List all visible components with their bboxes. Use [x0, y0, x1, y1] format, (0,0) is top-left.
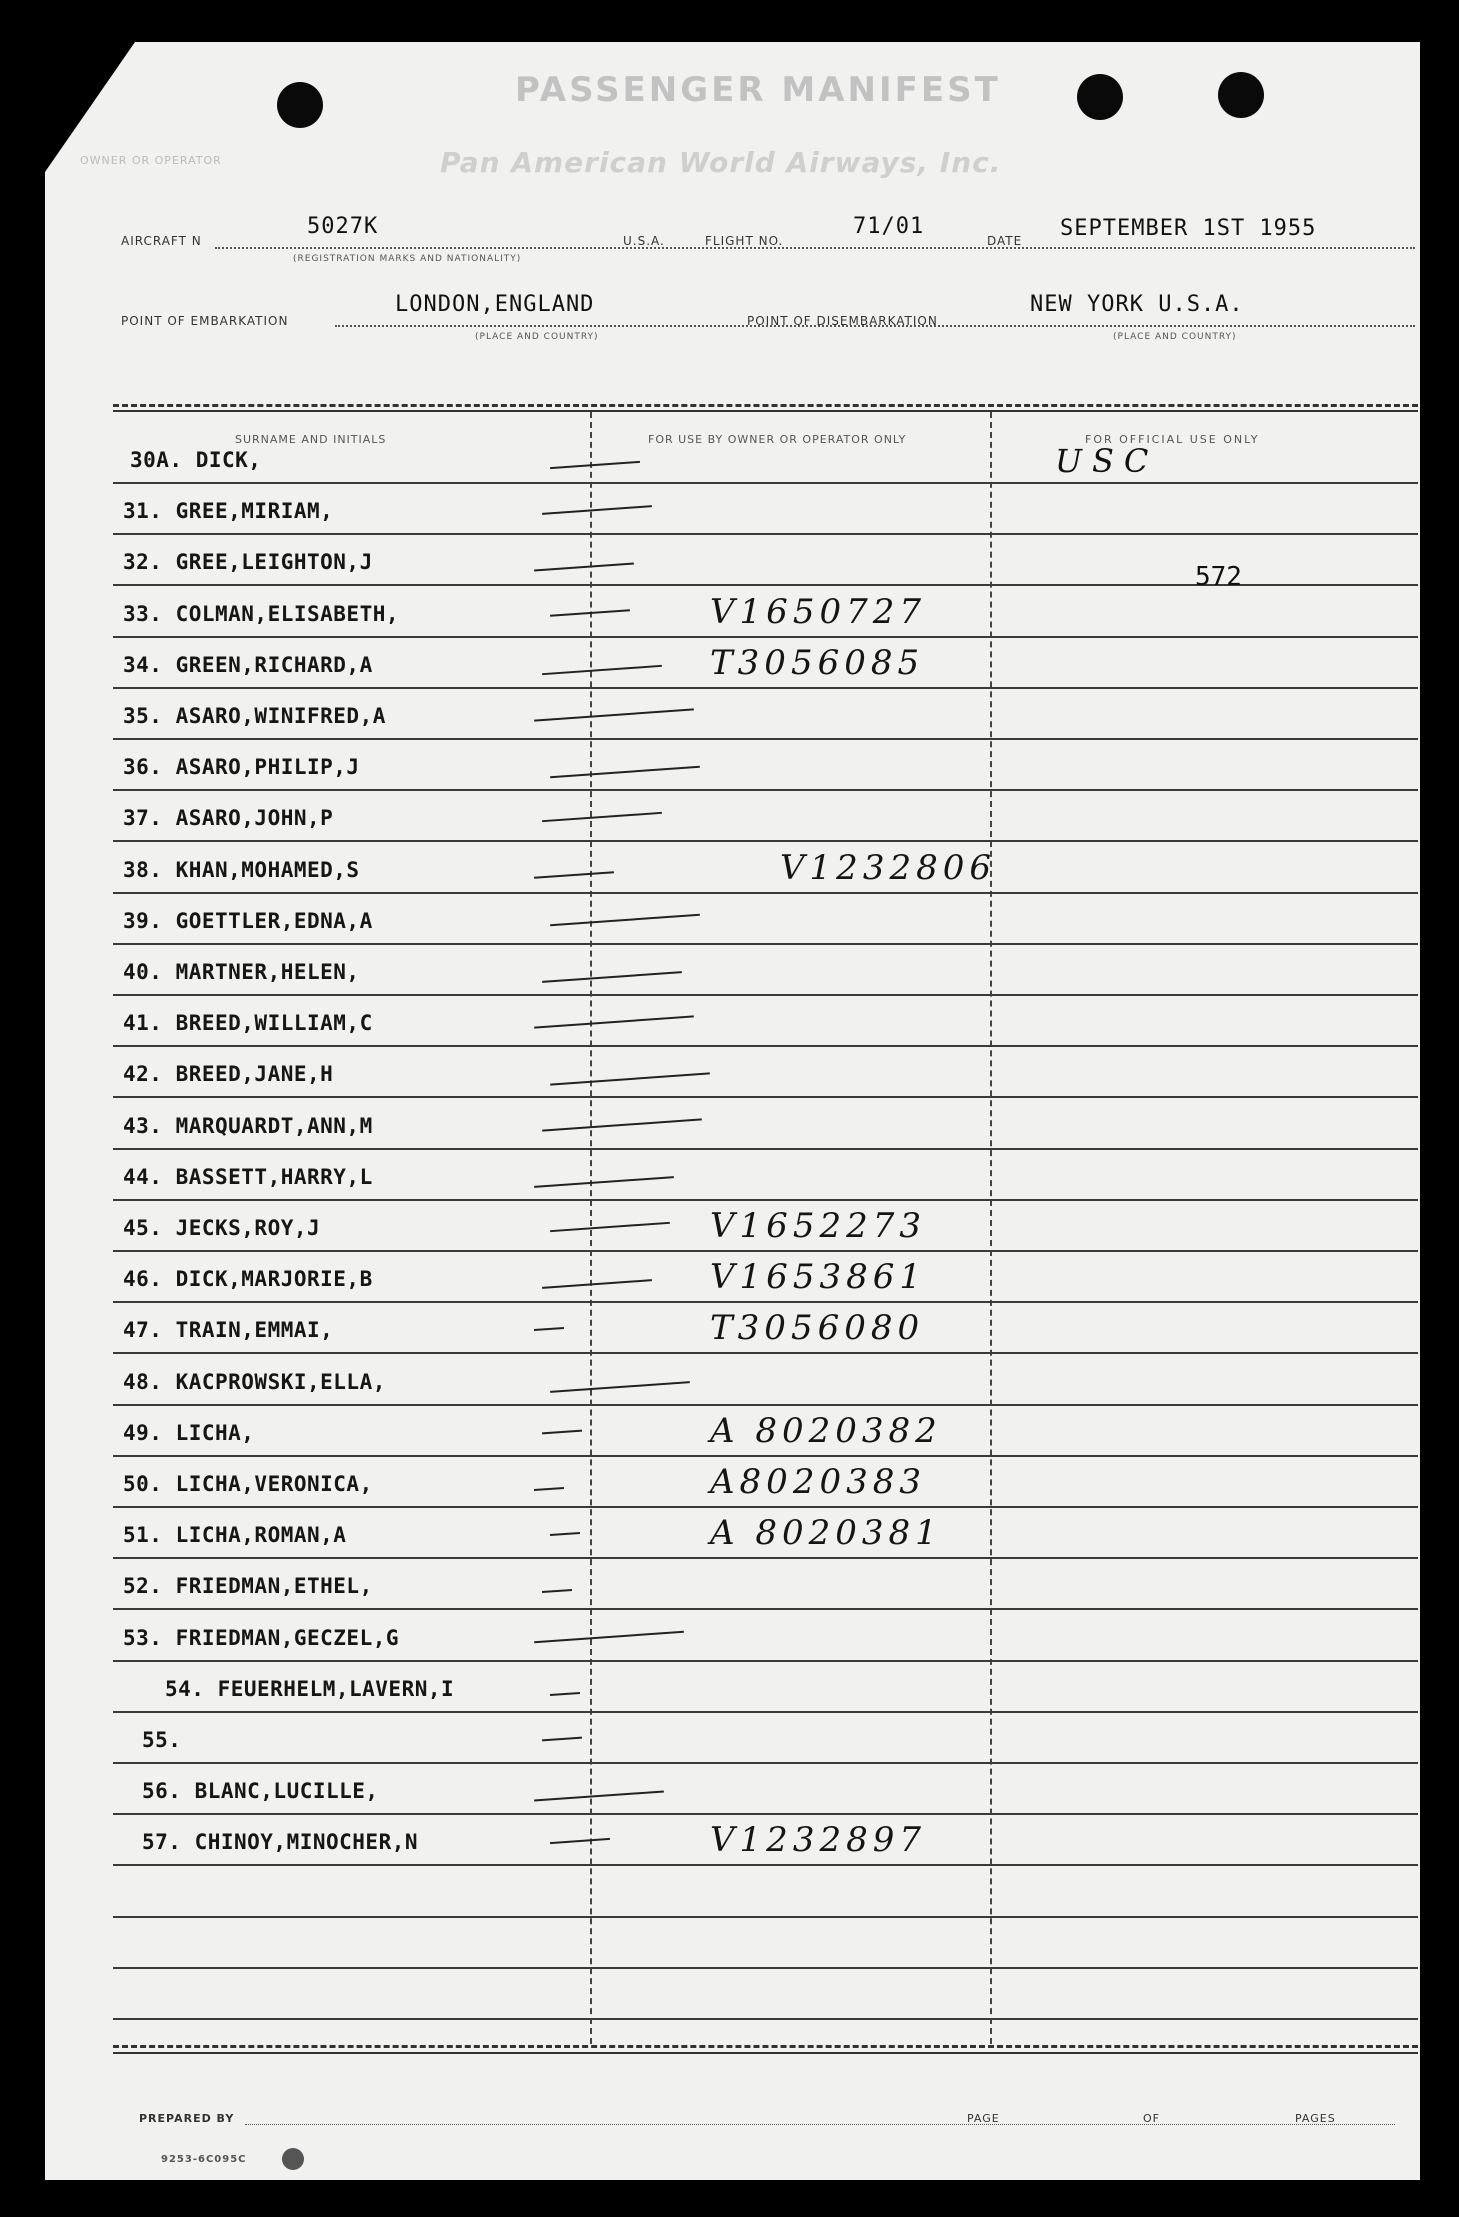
passenger-name: 42. BREED,JANE,H	[123, 1062, 334, 1086]
torn-corner	[45, 42, 135, 172]
row-rule	[113, 1455, 1418, 1457]
check-mark	[542, 1589, 572, 1593]
row-rule	[113, 2018, 1418, 2020]
passenger-name: 52. FRIEDMAN,ETHEL,	[123, 1574, 373, 1598]
check-mark	[542, 1279, 652, 1289]
passenger-name: 35. ASARO,WINIFRED,A	[123, 704, 386, 728]
of-label: OF	[1143, 2112, 1160, 2125]
check-mark	[550, 461, 640, 469]
row-rule	[113, 994, 1418, 996]
check-mark	[542, 812, 662, 822]
passenger-name: 45. JECKS,ROY,J	[123, 1216, 321, 1240]
check-mark	[550, 1222, 670, 1232]
punch-hole-middle	[1077, 74, 1123, 120]
passenger-name: 30A. DICK,	[130, 448, 262, 472]
document-number: A8020383	[710, 1462, 926, 1502]
check-mark	[542, 505, 652, 515]
check-mark	[550, 1838, 610, 1844]
passenger-name: 38. KHAN,MOHAMED,S	[123, 858, 360, 882]
date-value: SEPTEMBER 1ST 1955	[1060, 216, 1317, 241]
passenger-name: 56. BLANC,LUCILLE,	[142, 1779, 379, 1803]
row-rule	[113, 789, 1418, 791]
row-rule	[113, 738, 1418, 740]
disembark-value: NEW YORK U.S.A.	[1030, 292, 1244, 317]
passenger-name: 55.	[142, 1728, 182, 1752]
check-mark	[534, 1176, 674, 1188]
passenger-name: 37. ASARO,JOHN,P	[123, 806, 334, 830]
check-mark	[542, 1118, 702, 1131]
row-rule	[113, 840, 1418, 842]
pages-label: PAGES	[1295, 2112, 1336, 2125]
embark-label: POINT OF EMBARKATION	[121, 314, 289, 328]
passenger-name: 36. ASARO,PHILIP,J	[123, 755, 360, 779]
embark-value: LONDON,ENGLAND	[395, 292, 595, 317]
check-mark	[550, 1692, 580, 1696]
check-mark	[534, 1487, 564, 1491]
check-mark	[534, 563, 634, 572]
document-number: A 8020381	[710, 1513, 942, 1553]
passenger-name: 40. MARTNER,HELEN,	[123, 960, 360, 984]
punch-hole-left	[277, 82, 323, 128]
check-mark	[534, 1790, 664, 1801]
document-number: T3056085	[710, 643, 925, 683]
aircraft-value: 5027K	[307, 214, 379, 239]
manifest-sheet	[45, 42, 1420, 2180]
check-mark	[542, 665, 662, 675]
check-mark	[534, 871, 614, 879]
passenger-name: 32. GREE,LEIGHTON,J	[123, 550, 373, 574]
row-rule	[113, 1813, 1418, 1815]
document-number: V1232897	[710, 1820, 926, 1860]
passenger-name: 31. GREE,MIRIAM,	[123, 499, 334, 523]
row-rule	[113, 1762, 1418, 1764]
passenger-name: 48. KACPROWSKI,ELLA,	[123, 1370, 386, 1394]
check-mark	[550, 1532, 580, 1536]
row-rule	[113, 1711, 1418, 1713]
row-rule	[113, 482, 1418, 484]
disembark-sub: (PLACE AND COUNTRY)	[1113, 332, 1237, 342]
check-mark	[542, 971, 682, 983]
document-number: V1232806	[780, 848, 996, 888]
passenger-name: 53. FRIEDMAN,GECZEL,G	[123, 1626, 400, 1650]
check-mark	[534, 1015, 694, 1028]
row-rule	[113, 533, 1418, 535]
usa-label: U.S.A.	[623, 234, 665, 248]
column-header-official: FOR OFFICIAL USE ONLY	[1085, 433, 1260, 446]
passenger-name: 49. LICHA,	[123, 1421, 255, 1445]
check-mark	[550, 914, 700, 926]
row-rule	[113, 1967, 1418, 1969]
row-rule	[113, 1096, 1418, 1098]
union-bug-icon	[282, 2148, 304, 2170]
column-header-owner: FOR USE BY OWNER OR OPERATOR ONLY	[648, 433, 907, 446]
row-rule	[113, 1608, 1418, 1610]
passenger-name: 50. LICHA,VERONICA,	[123, 1472, 373, 1496]
official-note: 572	[1195, 562, 1242, 592]
date-label: DATE	[987, 234, 1023, 248]
official-note: USC	[1055, 442, 1159, 480]
passenger-name: 54. FEUERHELM,LAVERN,I	[165, 1677, 455, 1701]
punch-hole-right	[1218, 72, 1264, 118]
row-rule	[113, 1916, 1418, 1918]
embark-sub: (PLACE AND COUNTRY)	[475, 332, 599, 342]
row-rule	[113, 1864, 1418, 1866]
check-mark	[534, 1631, 684, 1643]
document-number: V1653861	[710, 1257, 926, 1297]
check-mark	[542, 1737, 582, 1742]
passenger-name: 47. TRAIN,EMMAI,	[123, 1318, 334, 1342]
row-rule	[113, 1199, 1418, 1201]
passenger-name: 39. GOETTLER,EDNA,A	[123, 909, 373, 933]
row-rule	[113, 1352, 1418, 1354]
check-mark	[550, 1381, 690, 1393]
page-label: PAGE	[967, 2112, 1000, 2125]
row-rule	[113, 1250, 1418, 1252]
row-rule	[113, 1557, 1418, 1559]
row-rule	[113, 1148, 1418, 1150]
passenger-name: 44. BASSETT,HARRY,L	[123, 1165, 373, 1189]
page-title: PASSENGER MANIFEST	[515, 70, 1001, 110]
owner-label: OWNER OR OPERATOR	[80, 154, 222, 167]
row-rule	[113, 892, 1418, 894]
passenger-name: 46. DICK,MARJORIE,B	[123, 1267, 373, 1291]
document-number: V1652273	[710, 1206, 926, 1246]
row-rule	[113, 1404, 1418, 1406]
document-number: V1650727	[710, 592, 926, 632]
prepared-label: PREPARED BY	[139, 2112, 235, 2125]
passenger-name: 51. LICHA,ROMAN,A	[123, 1523, 347, 1547]
row-rule	[113, 1660, 1418, 1662]
row-rule	[113, 1506, 1418, 1508]
check-mark	[534, 708, 694, 721]
passenger-name: 43. MARQUARDT,ANN,M	[123, 1114, 373, 1138]
row-rule	[113, 1301, 1418, 1303]
check-mark	[550, 1072, 710, 1085]
owner-value: Pan American World Airways, Inc.	[440, 146, 1002, 179]
column-header-surname: SURNAME AND INITIALS	[235, 433, 387, 446]
check-mark	[534, 1327, 564, 1331]
check-mark	[550, 766, 700, 778]
aircraft-sub: (REGISTRATION MARKS AND NATIONALITY)	[293, 254, 522, 264]
check-mark	[542, 1430, 582, 1435]
row-rule	[113, 687, 1418, 689]
form-number: 9253-6C095C	[161, 2154, 247, 2165]
flight-label: FLIGHT NO.	[705, 234, 784, 248]
passenger-name: 57. CHINOY,MINOCHER,N	[142, 1830, 419, 1854]
document-number: T3056080	[710, 1308, 925, 1348]
disembark-label: POINT OF DISEMBARKATION	[747, 314, 938, 328]
row-rule	[113, 1045, 1418, 1047]
passenger-name: 33. COLMAN,ELISABETH,	[123, 602, 400, 626]
row-rule	[113, 636, 1418, 638]
flight-value: 71/01	[853, 214, 925, 239]
passenger-name: 41. BREED,WILLIAM,C	[123, 1011, 373, 1035]
aircraft-label: AIRCRAFT N	[121, 234, 202, 248]
passenger-name: 34. GREEN,RICHARD,A	[123, 653, 373, 677]
document-number: A 8020382	[710, 1411, 942, 1451]
row-rule	[113, 943, 1418, 945]
